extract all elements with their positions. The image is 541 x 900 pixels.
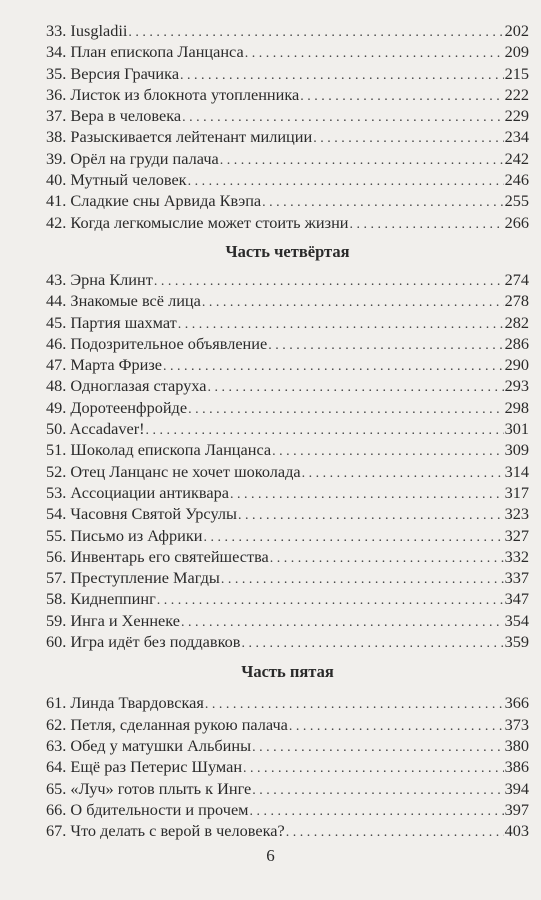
toc-entry-title: 44. Знакомые всё лица <box>46 291 201 311</box>
toc-entry-page: 209 <box>504 42 529 62</box>
toc-entry <box>46 461 529 482</box>
toc-entry <box>46 354 529 375</box>
dot-leader <box>182 107 503 128</box>
toc-entry-page: 397 <box>504 799 529 819</box>
toc-entry-page: 255 <box>504 191 529 211</box>
toc-entry-page: 222 <box>504 84 529 104</box>
toc-entry-title: 47. Марта Фризе <box>46 355 163 375</box>
toc-entry-page: 317 <box>504 482 529 502</box>
part-heading-five: Часть пятая <box>241 662 334 682</box>
toc-entry <box>46 148 529 169</box>
dot-leader <box>252 780 503 801</box>
toc-entry-page: 380 <box>504 735 529 755</box>
dot-leader <box>245 43 504 64</box>
toc-entry-page: 314 <box>504 461 529 481</box>
toc-entry-page: 278 <box>504 291 529 311</box>
dot-leader <box>128 22 503 43</box>
toc-entry-title: 42. Когда легкомыслие может стоить жизни <box>46 212 349 232</box>
dot-leader <box>157 590 504 611</box>
toc-entry-page: 202 <box>504 21 529 40</box>
toc-entry-title: 66. О бдительности и прочем <box>46 799 249 819</box>
toc-entry-page: 242 <box>504 148 529 168</box>
toc-entry-title: 45. Партия шахмат <box>46 312 177 332</box>
toc-entry-page: 282 <box>504 312 529 332</box>
toc-entry-title: 63. Обед у матушки Альбины <box>46 735 252 755</box>
dot-leader <box>268 335 503 356</box>
toc-entry <box>46 525 529 546</box>
toc-entry-title: 36. Листок из блокнота утопленника <box>46 84 300 104</box>
dot-leader <box>146 420 504 441</box>
toc-entry <box>46 588 529 609</box>
toc-entry-page: 301 <box>504 419 529 439</box>
toc-entry-title: 58. Киднеппинг <box>46 589 156 609</box>
dot-leader <box>286 822 504 843</box>
dot-leader <box>238 505 504 526</box>
toc-entry-page: 293 <box>504 376 529 396</box>
dot-leader <box>181 612 504 633</box>
table-of-contents <box>46 20 529 841</box>
dot-leader <box>188 399 504 420</box>
toc-entry-title: 48. Одноглазая старуха <box>46 376 207 396</box>
toc-section-part3-tail <box>46 20 529 233</box>
toc-entry-title: 57. Преступление Магды <box>46 568 220 588</box>
toc-entry-page: 373 <box>504 714 529 734</box>
toc-section-part5 <box>46 692 529 841</box>
toc-entry-title: 46. Подозрительное объявление <box>46 333 268 353</box>
toc-entry-title: 67. Что делать с верой в человека? <box>46 821 285 841</box>
toc-entry-title: 64. Ещё раз Петерис Шуман <box>46 757 243 777</box>
dot-leader <box>163 356 504 377</box>
toc-entry-page: 327 <box>504 525 529 545</box>
toc-entry-page: 354 <box>504 610 529 630</box>
dot-leader <box>154 271 504 292</box>
dot-leader <box>205 694 504 715</box>
toc-entry <box>46 610 529 631</box>
toc-entry <box>46 439 529 460</box>
toc-entry <box>46 778 529 799</box>
toc-entry-title: 37. Вера в человека <box>46 106 182 126</box>
page-number: 6 <box>266 846 275 865</box>
toc-entry-page: 309 <box>504 440 529 460</box>
toc-entry-title: 56. Инвентарь его святейшества <box>46 546 269 566</box>
toc-entry <box>46 375 529 396</box>
dot-leader <box>220 150 504 171</box>
dot-leader <box>249 801 503 822</box>
toc-entry <box>46 169 529 190</box>
dot-leader <box>208 377 504 398</box>
dot-leader <box>243 758 504 779</box>
toc-entry-page: 403 <box>504 821 529 841</box>
toc-entry <box>46 20 529 41</box>
toc-entry-page: 215 <box>504 63 529 83</box>
toc-entry-title: 54. Часовня Святой Урсулы <box>46 504 237 524</box>
toc-entry <box>46 735 529 756</box>
toc-entry-page: 366 <box>504 693 529 713</box>
toc-entry-page: 274 <box>504 269 529 289</box>
toc-entry <box>46 692 529 713</box>
toc-entry-title: 53. Ассоциации антиквара <box>46 482 229 502</box>
toc-entry <box>46 799 529 820</box>
toc-entry-page: 266 <box>504 212 529 232</box>
toc-entry <box>46 820 529 841</box>
toc-entry <box>46 269 529 290</box>
dot-leader <box>178 314 504 335</box>
dot-leader <box>289 716 504 737</box>
dot-leader <box>270 548 504 569</box>
toc-entry-title: 39. Орёл на груди палача <box>46 148 219 168</box>
toc-entry-title: 51. Шоколад епископа Ланцанса <box>46 440 272 460</box>
toc-entry <box>46 312 529 333</box>
dot-leader <box>221 569 504 590</box>
toc-entry <box>46 290 529 311</box>
toc-entry-page: 359 <box>504 632 529 652</box>
toc-entry <box>46 756 529 777</box>
toc-entry-page: 286 <box>504 333 529 353</box>
toc-entry <box>46 212 529 233</box>
toc-entry-title: 62. Петля, сделанная рукою палача <box>46 714 288 734</box>
dot-leader <box>202 292 504 313</box>
toc-entry-page: 347 <box>504 589 529 609</box>
toc-entry-page: 386 <box>504 757 529 777</box>
toc-entry <box>46 105 529 126</box>
toc-entry-page: 229 <box>504 106 529 126</box>
toc-entry-title: 49. Доротеенфройде <box>46 397 188 417</box>
toc-entry-page: 234 <box>504 127 529 147</box>
toc-entry <box>46 397 529 418</box>
toc-entry-page: 246 <box>504 170 529 190</box>
toc-entry-page: 323 <box>504 504 529 524</box>
toc-entry-title: 50. Accadaver! <box>46 419 145 439</box>
toc-entry-title: 43. Эрна Клинт <box>46 269 153 289</box>
toc-entry-page: 337 <box>504 568 529 588</box>
toc-entry <box>46 418 529 439</box>
dot-leader <box>252 737 504 758</box>
toc-entry-title: 35. Версия Грачика <box>46 63 180 83</box>
toc-entry <box>46 567 529 588</box>
toc-entry <box>46 503 529 524</box>
toc-entry-page: 290 <box>504 355 529 375</box>
dot-leader <box>241 633 503 654</box>
toc-section-part4 <box>46 269 529 652</box>
toc-entry-title: 38. Разыскивается лейтенант милиции <box>46 127 313 147</box>
dot-leader <box>313 128 503 149</box>
toc-entry <box>46 546 529 567</box>
toc-entry-title: 41. Сладкие сны Арвида Квэпа <box>46 191 262 211</box>
toc-entry-title: 65. «Луч» готов плыть к Инге <box>46 778 252 798</box>
dot-leader <box>272 441 503 462</box>
toc-entry <box>46 190 529 211</box>
toc-entry-page: 394 <box>504 778 529 798</box>
dot-leader <box>188 171 504 192</box>
toc-entry-title: 33. Iusgladii <box>46 21 128 40</box>
toc-entry <box>46 41 529 62</box>
toc-entry-page: 332 <box>504 546 529 566</box>
dot-leader <box>262 192 503 213</box>
toc-entry-title: 52. Отец Ланцанс не хочет шоколада <box>46 461 301 481</box>
toc-entry <box>46 63 529 84</box>
toc-entry-title: 59. Инга и Хеннеке <box>46 610 181 630</box>
dot-leader <box>300 86 503 107</box>
toc-entry <box>46 631 529 652</box>
toc-entry-title: 34. План епископа Ланцанса <box>46 42 244 62</box>
toc-entry-title: 60. Игра идёт без поддавков <box>46 632 241 652</box>
dot-leader <box>230 484 504 505</box>
dot-leader <box>203 527 503 548</box>
toc-entry-title: 55. Письмо из Африки <box>46 525 203 545</box>
toc-entry <box>46 714 529 735</box>
dot-leader <box>302 463 504 484</box>
dot-leader <box>350 214 504 235</box>
toc-entry-title: 61. Линда Твардовская <box>46 693 204 713</box>
toc-entry <box>46 126 529 147</box>
toc-entry-title: 40. Мутный человек <box>46 170 187 190</box>
part-heading-four: Часть четвёртая <box>225 241 350 261</box>
toc-entry-page: 298 <box>504 397 529 417</box>
dot-leader <box>180 65 504 86</box>
toc-entry <box>46 333 529 354</box>
toc-entry <box>46 482 529 503</box>
toc-entry <box>46 84 529 105</box>
